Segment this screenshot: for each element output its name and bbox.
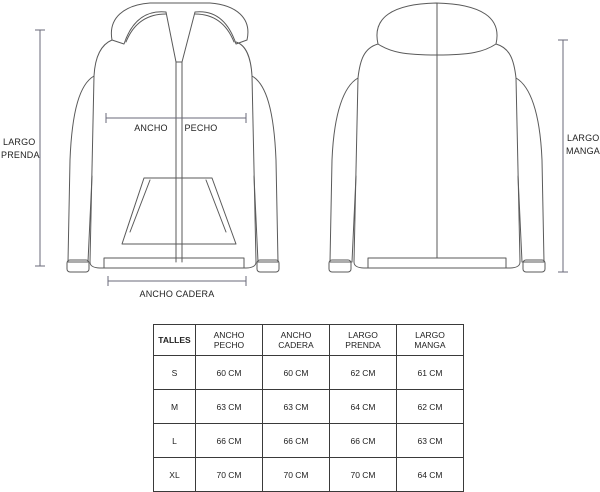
table-cell: 62 CM	[330, 356, 397, 390]
table-cell: 62 CM	[397, 390, 464, 424]
size-cell: L	[154, 424, 196, 458]
front-hood-lining	[126, 14, 234, 42]
size-chart-table	[153, 324, 464, 492]
front-hem	[104, 258, 244, 268]
table-row	[154, 390, 464, 424]
table-cell: 66 CM	[330, 424, 397, 458]
size-cell: M	[154, 390, 196, 424]
front-zipper	[176, 62, 182, 262]
hip-label: ANCHO CADERA	[139, 289, 215, 299]
front-pocket	[122, 178, 236, 244]
size-cell: S	[154, 356, 196, 390]
table-cell: 64 CM	[397, 458, 464, 492]
table-cell: 60 CM	[263, 356, 330, 390]
front-body	[90, 40, 256, 268]
body-length-label-line1: LARGO	[3, 137, 36, 147]
table-cell: 70 CM	[263, 458, 330, 492]
table-cell: 64 CM	[330, 390, 397, 424]
front-hood	[111, 3, 248, 62]
chest-label-pecho: PECHO	[184, 123, 218, 133]
back-hoodie	[329, 3, 545, 272]
hip-width-dimension-line	[108, 276, 246, 286]
table-cell: 70 CM	[196, 458, 263, 492]
chest-label-ancho: ANCHO	[134, 123, 168, 133]
table-cell: 60 CM	[196, 356, 263, 390]
body-length-dimension-line	[35, 30, 45, 266]
header-largo-prenda: LARGO PRENDA	[330, 325, 397, 356]
table-cell: 61 CM	[397, 356, 464, 390]
back-right-sleeve	[516, 78, 544, 262]
size-table-header-row	[154, 325, 464, 356]
table-cell: 63 CM	[397, 424, 464, 458]
sleeve-length-label-line1: LARGO	[567, 133, 600, 143]
table-cell: 70 CM	[330, 458, 397, 492]
header-talles: TALLES	[154, 325, 196, 356]
table-cell: 63 CM	[263, 390, 330, 424]
header-ancho-cadera: ANCHO CADERA	[263, 325, 330, 356]
front-hoodie	[67, 3, 279, 272]
header-largo-manga: LARGO MANGA	[397, 325, 464, 356]
table-cell: 66 CM	[196, 424, 263, 458]
body-length-label-line2: PRENDA	[1, 150, 40, 160]
sleeve-length-label-line2: MANGA	[566, 146, 600, 156]
table-cell: 66 CM	[263, 424, 330, 458]
table-cell: 63 CM	[196, 390, 263, 424]
table-row	[154, 424, 464, 458]
back-hem	[368, 258, 506, 268]
header-ancho-pecho: ANCHO PECHO	[196, 325, 263, 356]
back-left-sleeve	[330, 78, 358, 262]
size-cell: XL	[154, 458, 196, 492]
table-row	[154, 356, 464, 390]
sleeve-length-dimension-line	[558, 40, 568, 272]
